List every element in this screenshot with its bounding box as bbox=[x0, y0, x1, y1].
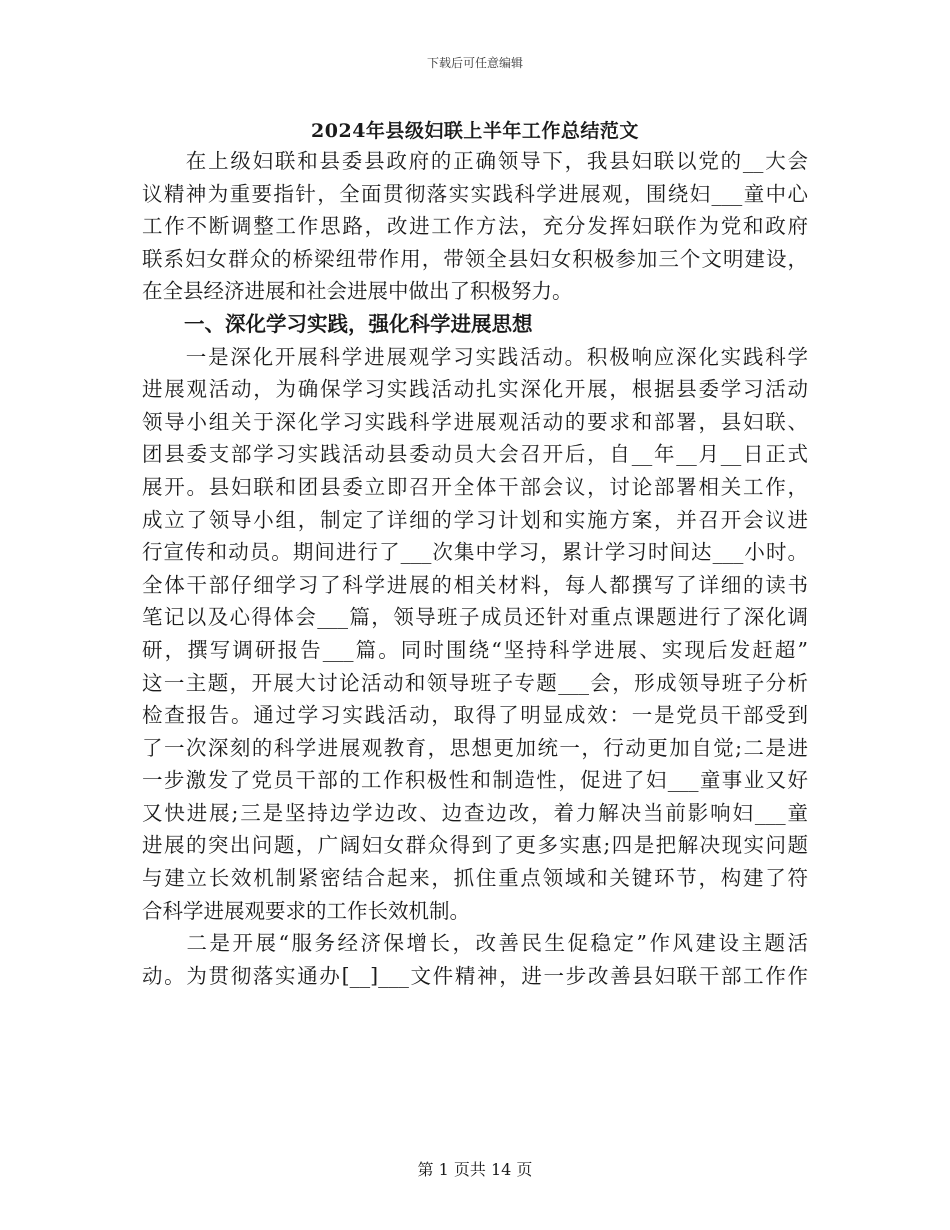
paragraph-line: 在全县经济进展和社会进展中做出了积极努力。 bbox=[142, 279, 573, 304]
paragraph-line: 一步激发了党员干部的工作积极性和制造性，促进了妇___童事业又好 bbox=[142, 768, 808, 793]
document-body bbox=[142, 145, 808, 992]
paragraph-line: 在上级妇联和县委县政府的正确领导下，我县妇联以党的__大会 bbox=[184, 149, 808, 173]
paragraph-line: 检查报告。通过学习实践活动，取得了明显成效：一是党员干部受到 bbox=[142, 703, 808, 728]
paragraph-line: 展开。县妇联和团县委立即召开全体干部会议，讨论部署相关工作， bbox=[142, 474, 808, 499]
paragraph-line: 联系妇女群众的桥梁纽带作用，带领全县妇女积极参加三个文明建设， bbox=[142, 246, 808, 271]
paragraph-line: 合科学进展观要求的工作长效机制。 bbox=[142, 898, 470, 923]
paragraph-line: 成立了领导小组，制定了详细的学习计划和实施方案，并召开会议进 bbox=[142, 507, 808, 532]
paragraph-line: 进展观活动，为确保学习实践活动扎实深化开展，根据县委学习活动 bbox=[142, 377, 808, 402]
paragraph-line: 动。为贯彻落实通办[__]___文件精神，进一步改善县妇联干部工作作 bbox=[142, 963, 808, 988]
paragraph-line: 与建立长效机制紧密结合起来，抓住重点领域和关键环节，构建了符 bbox=[142, 866, 808, 891]
header-note: 下载后可任意编辑 bbox=[426, 56, 523, 70]
paragraph-line: 又快进展;三是坚持边学边改、边查边改，着力解决当前影响妇___童 bbox=[142, 800, 808, 825]
section-heading: 一、深化学习实践，强化科学进展思想 bbox=[184, 311, 533, 336]
paragraph-line: 笔记以及心得体会___篇，领导班子成员还针对重点课题进行了深化调 bbox=[142, 605, 808, 630]
paragraph-line: 团县委支部学习实践活动县委动员大会召开后，自__年__月__日正式 bbox=[142, 442, 808, 467]
paragraph-line: 全体干部仔细学习了科学进展的相关材料，每人都撰写了详细的读书 bbox=[142, 572, 808, 597]
paragraph-line: 行宣传和动员。期间进行了___次集中学习，累计学习时间达___小时。 bbox=[142, 540, 808, 565]
paragraph-line: 领导小组关于深化学习实践科学进展观活动的要求和部署，县妇联、 bbox=[142, 409, 808, 434]
paragraph-line: 二是开展“服务经济保增长，改善民生促稳定”作风建设主题活 bbox=[184, 931, 808, 956]
paragraph-line: 工作不断调整工作思路，改进工作方法，充分发挥妇联作为党和政府 bbox=[142, 214, 808, 239]
document-title: 2024年县级妇联上半年工作总结范文 bbox=[311, 120, 639, 142]
paragraph-line: 这一主题，开展大讨论活动和领导班子专题___会，形成领导班子分析 bbox=[142, 670, 808, 695]
paragraph-line: 进展的突出问题，广阔妇女群众得到了更多实惠;四是把解决现实问题 bbox=[142, 833, 808, 858]
page-number: 第 1 页共 14 页 bbox=[417, 1160, 533, 1179]
paragraph-line: 一是深化开展科学进展观学习实践活动。积极响应深化实践科学 bbox=[184, 344, 808, 369]
paragraph-line: 了一次深刻的科学进展观教育，思想更加统一，行动更加自觉;二是进 bbox=[142, 735, 808, 760]
paragraph-line: 议精神为重要指针，全面贯彻落实实践科学进展观，围绕妇___童中心 bbox=[142, 181, 808, 206]
paragraph-line: 研，撰写调研报告___篇。同时围绕“坚持科学进展、实现后发赶超” bbox=[142, 637, 808, 662]
